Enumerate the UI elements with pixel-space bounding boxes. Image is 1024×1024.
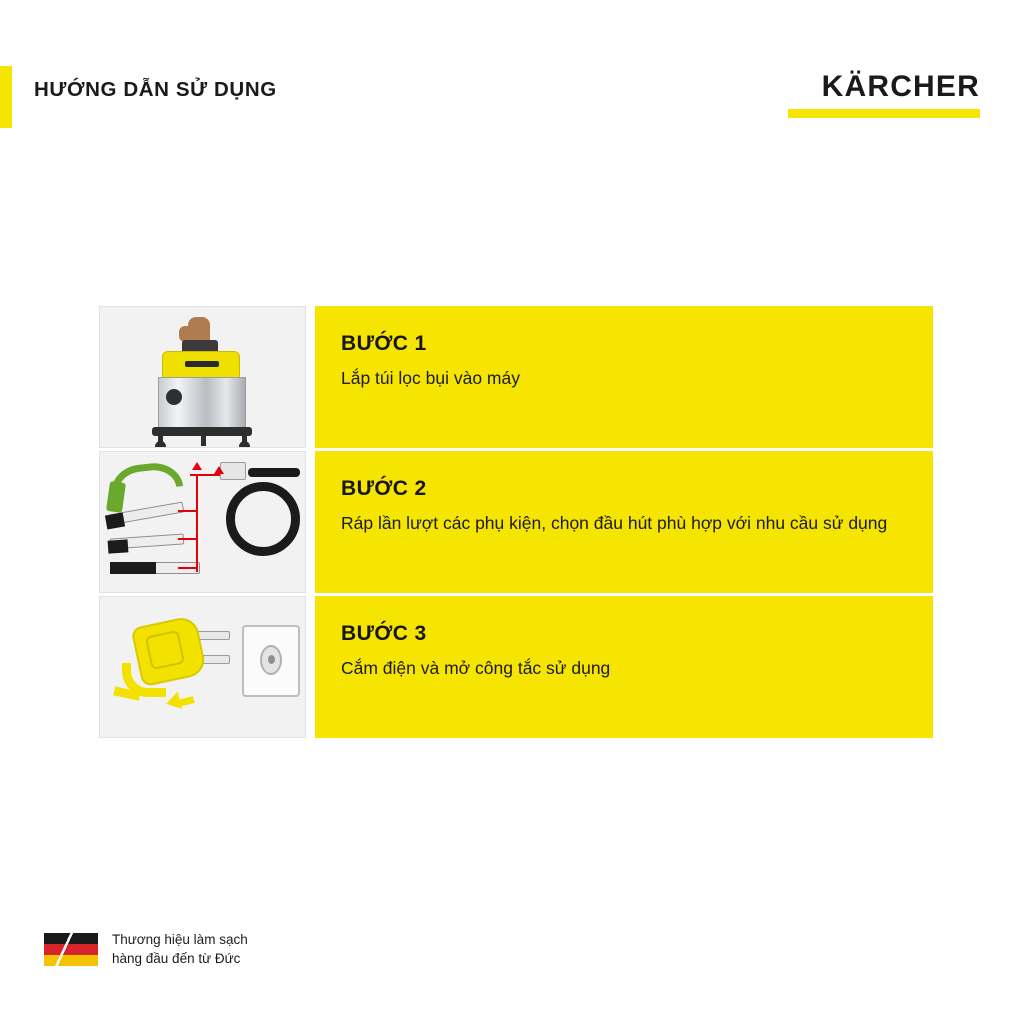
step-title: BƯỚC 2 <box>341 477 427 500</box>
steps-list <box>99 306 933 741</box>
step-2-thumbnail <box>99 451 306 593</box>
step-description: Lắp túi lọc bụi vào máy <box>341 368 520 388</box>
vacuum-wheel-icon <box>155 441 166 448</box>
vacuum-head-icon <box>162 351 240 379</box>
page-title: HƯỚNG DẪN SỬ DỤNG <box>34 78 277 101</box>
step-description: Ráp lần lượt các phụ kiện, chọn đầu hút phù hợp với nhu cầu sử dụng <box>341 513 888 533</box>
step-1-thumbnail <box>99 306 306 448</box>
insert-arrow-head-icon <box>164 692 182 713</box>
upholstery-nozzle-tip-icon <box>108 539 129 553</box>
footer-line-2: hàng đầu đến từ Đức <box>112 951 241 966</box>
footer-text <box>112 930 248 968</box>
vacuum-latch-icon <box>166 389 182 405</box>
coiled-hose-icon <box>226 482 300 556</box>
brand-logo <box>788 70 980 118</box>
assembly-arrow-icon <box>178 510 198 512</box>
list-item <box>99 306 933 448</box>
assembly-arrow-icon <box>178 567 198 569</box>
step-1-content <box>315 306 933 448</box>
vacuum-wheel-icon <box>239 441 250 448</box>
brand-underline <box>788 109 980 118</box>
crevice-nozzle-tip-icon <box>105 513 125 530</box>
step-title: BƯỚC 1 <box>341 332 427 355</box>
step-title: BƯỚC 3 <box>341 622 427 645</box>
step-2-content <box>315 451 933 593</box>
german-flag-icon <box>44 930 98 968</box>
list-item <box>99 451 933 593</box>
arrow-up-icon <box>192 462 202 470</box>
step-3-thumbnail <box>99 596 306 738</box>
green-hose-end-icon <box>106 481 126 513</box>
step-description: Cắm điện và mở công tắc sử dụng <box>341 658 611 678</box>
arrow-up-icon <box>214 466 224 474</box>
plug-pin-icon <box>196 631 230 640</box>
assembly-arrow-icon <box>190 474 220 476</box>
socket-contact-icon <box>268 655 275 664</box>
floor-nozzle-tip-icon <box>110 562 156 574</box>
brand-wordmark: KÄRCHER <box>821 70 980 103</box>
assembly-arrow-icon <box>196 474 198 572</box>
header-accent-bar <box>0 66 12 128</box>
vacuum-leg-icon <box>201 435 206 446</box>
header <box>0 66 1024 128</box>
assembly-arrow-icon <box>178 538 198 540</box>
list-item <box>99 596 933 738</box>
step-3-content <box>315 596 933 738</box>
footer-line-1: Thương hiệu làm sạch <box>112 932 248 947</box>
footer <box>44 930 248 968</box>
black-hose-tail-icon <box>248 468 300 477</box>
